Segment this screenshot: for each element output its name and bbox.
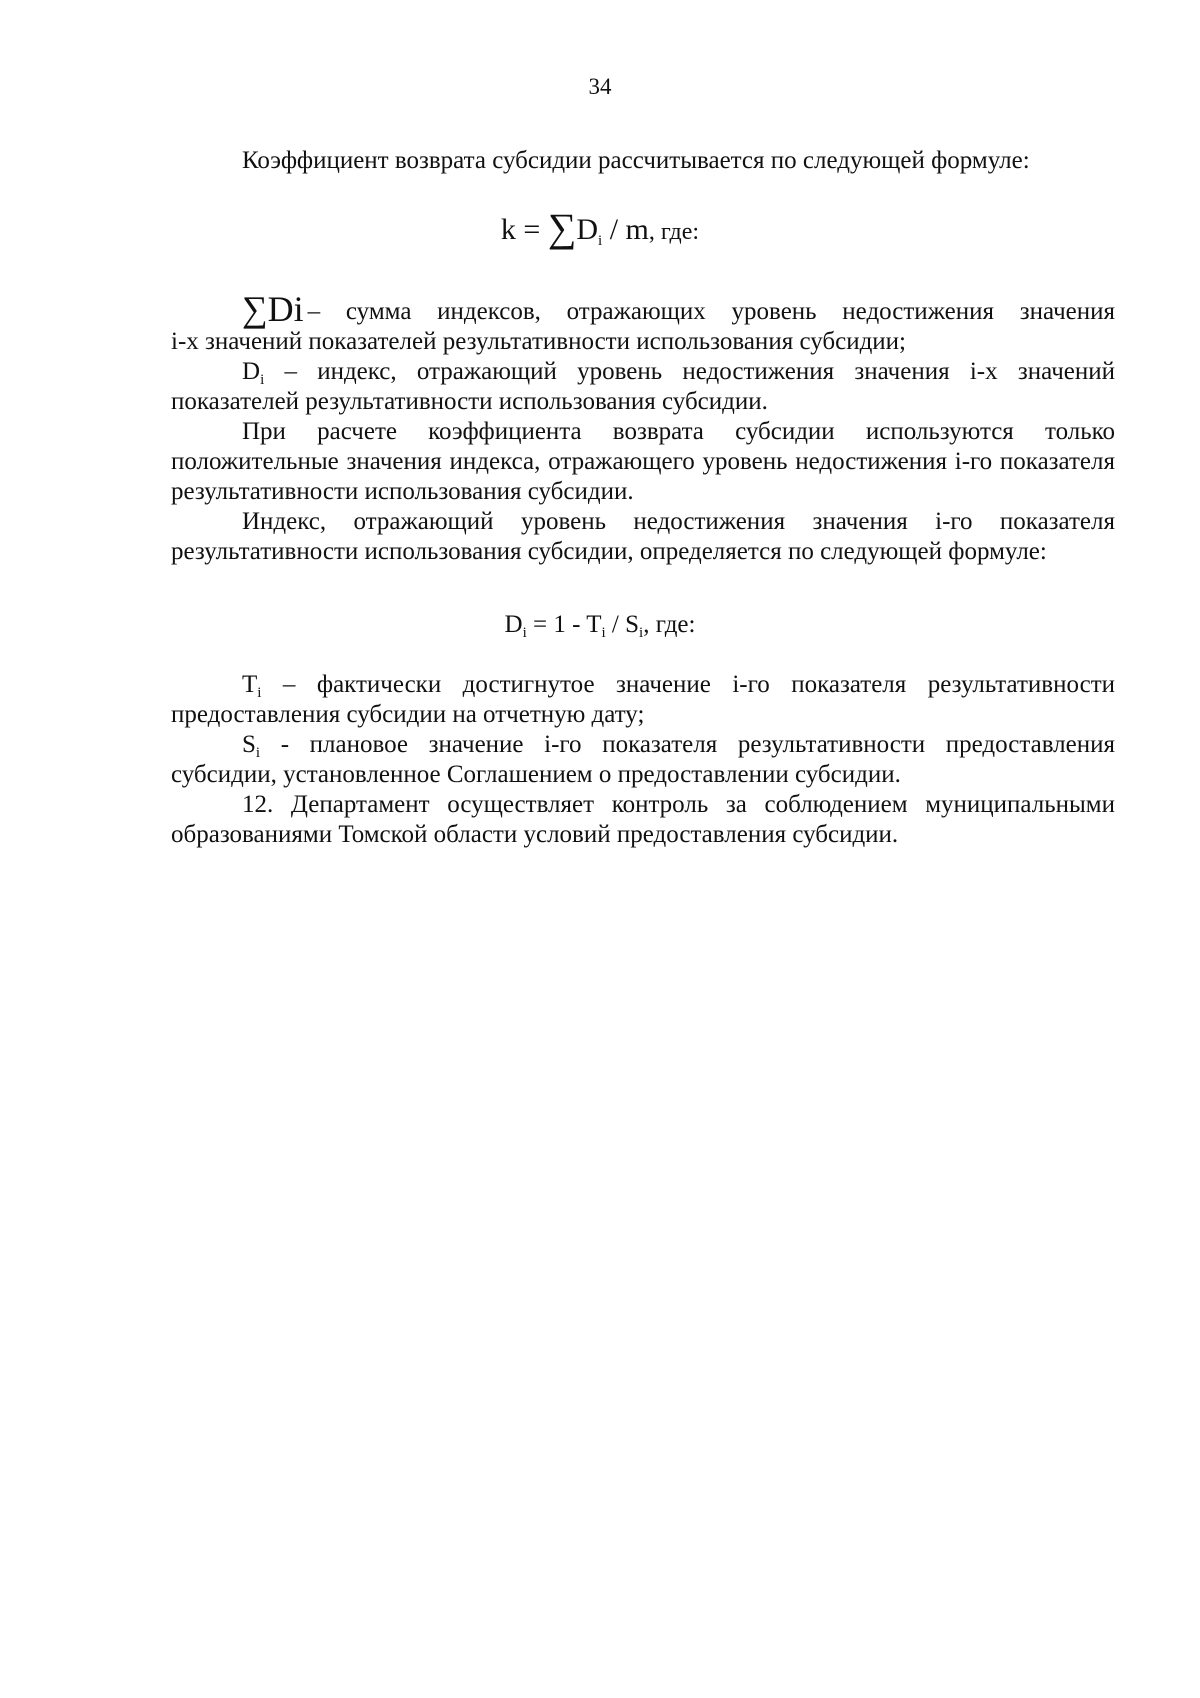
paragraph-index-formula: Индекс, отражающий уровень недостижения значения i-го показателя результативности использования субсидии, определяется по следующей формуле: [171, 508, 1115, 565]
formula-s-sub: i [639, 625, 644, 641]
ti-definition [171, 670, 1115, 730]
sum-definition-continuation: i-х значений показателей результативности использования субсидии; [171, 328, 906, 355]
formula-k-suffix: , где: [648, 219, 700, 245]
formula-d [0, 610, 1200, 640]
sum-definition-first-line [171, 291, 1115, 327]
formula-d-var: D [504, 611, 523, 638]
ti-sub: i [257, 685, 262, 701]
definitions-block-2 [171, 670, 1115, 850]
formula-k-lhs: k = [500, 213, 548, 246]
di-text: – индекс, отражающий уровень недостижения значения i-х значений показателей результативности использования субсидии. [171, 358, 1115, 415]
formula-k-sub: i [598, 233, 603, 249]
si-sub: i [255, 745, 261, 761]
sum-definition-symbol [242, 291, 304, 327]
formula-t-sub: i [601, 625, 606, 641]
intro-paragraph: Коэффициент возврата субсидии рассчитывается по следующей формуле: [242, 147, 1030, 174]
sum-definition-text: – сумма индексов, отражающих уровень недостижения значения [307, 298, 1115, 325]
paragraph-12: 12. Департамент осуществляет контроль за соблюдением муниципальными образованиями Томской области условий предоставления субсидии. [171, 791, 1115, 848]
definitions-block [171, 291, 1115, 567]
formula-d-sub: i [522, 625, 527, 641]
formula-k-var: D [576, 213, 599, 246]
ti-var: T [242, 671, 258, 698]
paragraph-positive-values: При расчете коэффициента возврата субсидии используются только положительные значения индекса, отражающего уровень недостижения i-го показателя результативности использования субсидии. [171, 418, 1115, 505]
formula-d-slash: / S [605, 611, 640, 638]
si-definition [171, 730, 1115, 790]
page-number: 34 [588, 74, 612, 99]
di-var: D [242, 358, 261, 385]
si-text: - плановое значение i-го показателя результативности предоставления субсидии, установленное Соглашением о предоставлении субсидии. [171, 731, 1115, 788]
di-sub: i [260, 372, 265, 388]
sigma-symbol: ∑ [547, 205, 577, 250]
si-var: S [242, 731, 256, 758]
di-definition [171, 357, 1115, 417]
formula-d-mid: = 1 - T [526, 611, 602, 638]
ti-text: – фактически достигнутое значение i-го показателя результативности предоставления субсидии на отчетную дату; [171, 671, 1115, 728]
formula-k-rest: / m [602, 213, 649, 246]
formula-d-suffix: , где: [643, 611, 696, 638]
sum-var: Di [267, 289, 304, 329]
formula-k [0, 205, 1200, 252]
sigma-symbol: ∑ [242, 289, 268, 329]
